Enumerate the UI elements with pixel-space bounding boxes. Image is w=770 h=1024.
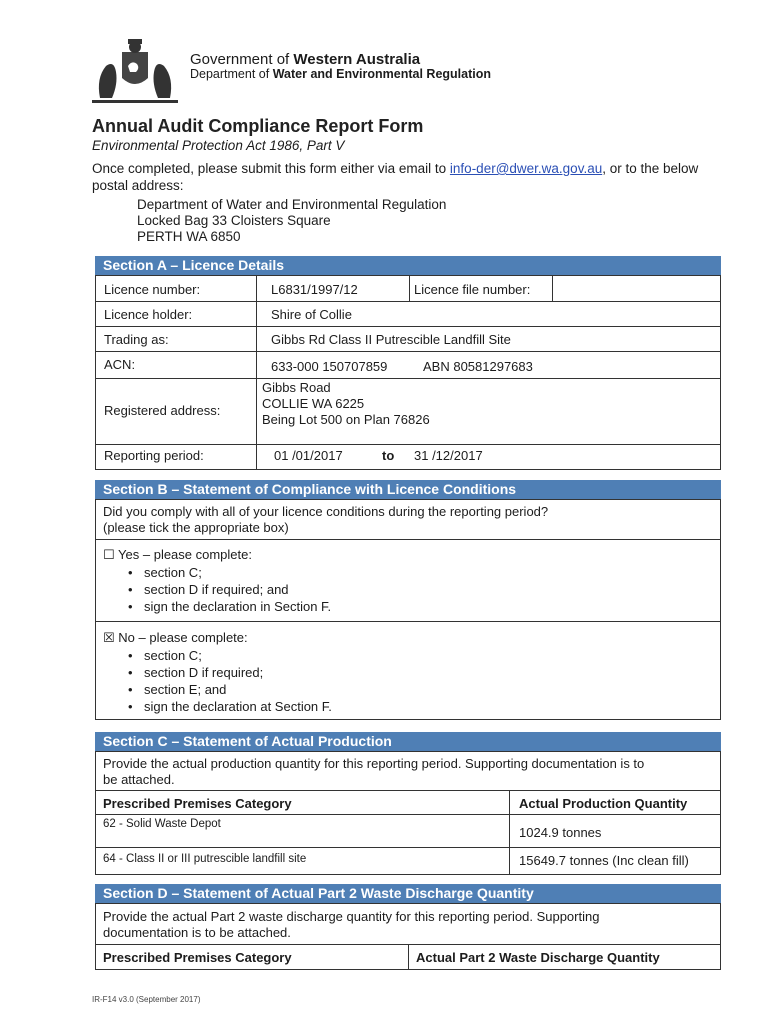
email-link[interactable]: info-der@dwer.wa.gov.au [449,161,603,176]
list-item: • section C; [122,564,331,581]
col-header-discharge: Actual Part 2 Waste Discharge Quantity [416,950,660,965]
licence-file-number-label: Licence file number: [414,282,531,297]
reporting-period-label: Reporting period: [104,448,204,463]
form-subtitle: Environmental Protection Act 1986, Part V [92,138,345,153]
section-c-heading: Section C – Statement of Actual Production [95,732,721,751]
form-code: IR-F14 v3.0 (September 2017) [92,995,201,1004]
address-line: Department of Water and Environmental Regulation [137,197,447,212]
no-checkbox[interactable]: ☒ [103,630,115,645]
licence-holder-label: Licence holder: [104,307,193,322]
list-item: • section C; [122,647,332,664]
yes-checkbox[interactable]: ☐ [103,547,115,562]
acn-value[interactable]: 633-000 150707859 [271,359,388,374]
licence-number-value[interactable]: L6831/1997/12 [271,282,358,297]
licence-holder-value[interactable]: Shire of Collie [271,307,352,322]
col-header-production: Actual Production Quantity [519,796,688,811]
acn-label: ACN: [104,357,136,372]
submission-instructions: Once completed, please submit this form either via email to info-der@dwer.wa.gov.au, or to the below postal address: [92,161,699,193]
list-item: • section D if required; and [122,581,331,598]
no-steps-list [122,647,332,715]
abn-value[interactable]: ABN 80581297683 [423,359,533,374]
section-d-intro: Provide the actual Part 2 waste discharge quantity for this reporting period. Supporting documentation is to be attached. [103,909,600,940]
section-b-table [95,499,721,720]
table-row-category: 64 - Class II or III putrescible landfill site [103,853,307,865]
trading-as-value[interactable]: Gibbs Rd Class II Putrescible Landfill Site [271,332,511,347]
reporting-period-to-word: to [382,448,395,463]
postal-address [137,197,446,245]
department-name: Department of Water and Environmental Regulation [190,67,492,81]
licence-number-label: Licence number: [104,282,201,297]
registered-address-label: Registered address: [104,403,221,418]
trading-as-label: Trading as: [104,332,169,347]
government-name: Government of Western Australia [190,51,421,68]
section-d-heading: Section D – Statement of Actual Part 2 Waste Discharge Quantity [95,884,721,903]
address-line: PERTH WA 6850 [137,229,241,244]
section-a-table [95,275,721,470]
section-a-heading: Section A – Licence Details [95,256,721,275]
col-header-category: Prescribed Premises Category [103,796,292,811]
table-row-category: 62 - Solid Waste Depot [103,818,221,830]
wa-government-crest [90,38,180,108]
section-d-table [95,903,721,970]
section-b-heading: Section B – Statement of Compliance with Licence Conditions [95,480,721,499]
section-c-table [95,751,721,875]
table-row-quantity[interactable]: 1024.9 tonnes [519,825,602,840]
section-c-intro: Provide the actual production quantity for this reporting period. Supporting documentation is to be attached. [103,756,645,787]
list-item: • sign the declaration at Section F. [122,698,332,715]
address-line: Locked Bag 33 Cloisters Square [137,213,331,228]
yes-steps-list [122,564,331,615]
yes-label: Yes – please complete: [118,547,252,562]
col-header-category: Prescribed Premises Category [103,950,292,965]
list-item: • section D if required; [122,664,332,681]
no-label: No – please complete: [118,630,248,645]
compliance-question: Did you comply with all of your licence conditions during the reporting period? (please tick the appropriate box) [103,504,549,535]
registered-address-value[interactable]: Gibbs Road COLLIE WA 6225 Being Lot 500 on Plan 76826 [262,380,430,427]
table-row-quantity[interactable]: 15649.7 tonnes (Inc clean fill) [519,853,689,868]
list-item: • section E; and [122,681,332,698]
yes-option [103,547,252,563]
reporting-period-from[interactable]: 01 /01/2017 [274,448,343,463]
reporting-period-to[interactable]: 31 /12/2017 [414,448,483,463]
no-option [103,630,248,646]
form-title: Annual Audit Compliance Report Form [92,116,424,136]
list-item: • sign the declaration in Section F. [122,598,331,615]
